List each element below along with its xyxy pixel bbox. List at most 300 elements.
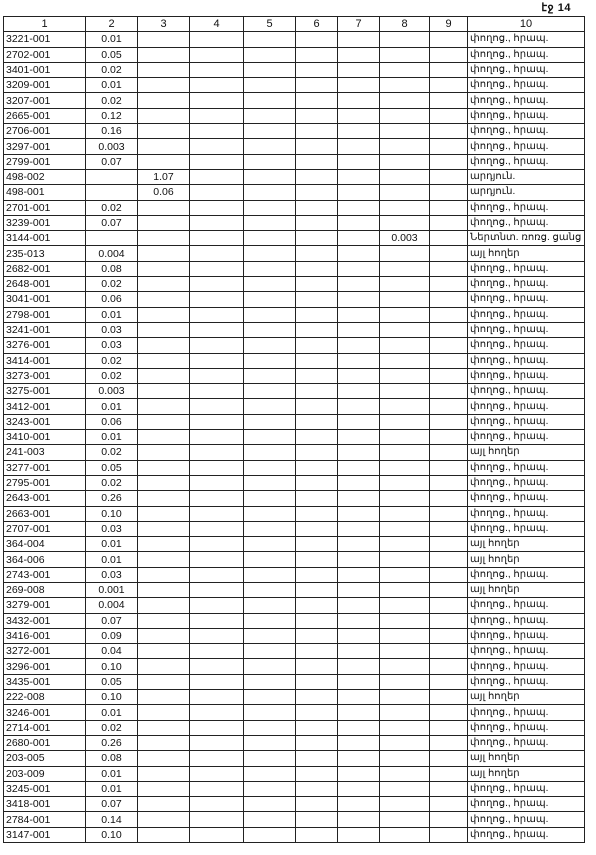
- table-cell-col-9: [430, 93, 468, 108]
- table-cell-col-8: [380, 47, 430, 62]
- column-header-8: 8: [380, 17, 430, 32]
- table-cell-col-8: [380, 735, 430, 750]
- table-cell-col-4: [190, 659, 244, 674]
- table-cell-col-4: [190, 292, 244, 307]
- table-cell-col-6: [296, 690, 338, 705]
- table-cell-col-5: [244, 598, 296, 613]
- table-cell-col-8: [380, 827, 430, 842]
- table-cell-col-9: [430, 506, 468, 521]
- table-row: [4, 460, 585, 475]
- table-cell-col-3: [138, 781, 190, 796]
- table-cell-col-6: [296, 384, 338, 399]
- table-cell-col-4: [190, 78, 244, 93]
- table-cell-col-10: այլ հողեր: [468, 582, 585, 597]
- table-cell-col-6: [296, 552, 338, 567]
- table-cell-col-6: [296, 32, 338, 47]
- table-cell-col-7: [338, 674, 380, 689]
- column-header-2: 2: [86, 17, 138, 32]
- table-cell-col-5: [244, 384, 296, 399]
- table-cell-col-4: [190, 475, 244, 490]
- table-cell-col-8: [380, 598, 430, 613]
- table-cell-col-7: [338, 781, 380, 796]
- table-cell-col-3: [138, 659, 190, 674]
- table-cell-col-5: [244, 613, 296, 628]
- table-cell-col-10: փողոց., հրապ.: [468, 567, 585, 582]
- table-cell-col-4: [190, 552, 244, 567]
- table-cell-col-5: [244, 674, 296, 689]
- table-row: [4, 613, 585, 628]
- table-cell-col-7: [338, 399, 380, 414]
- table-cell-col-2: 0.03: [86, 521, 138, 536]
- column-header-5: 5: [244, 17, 296, 32]
- table-cell-col-8: [380, 766, 430, 781]
- table-row: [4, 169, 585, 184]
- table-cell-col-2: 0.01: [86, 430, 138, 445]
- table-cell-col-3: [138, 62, 190, 77]
- table-cell-col-6: [296, 108, 338, 123]
- table-cell-col-5: [244, 430, 296, 445]
- column-header-7: 7: [338, 17, 380, 32]
- table-row: [4, 751, 585, 766]
- table-cell-col-6: [296, 368, 338, 383]
- table-cell-col-6: [296, 445, 338, 460]
- table-row: [4, 307, 585, 322]
- table-cell-col-1: 2702-001: [4, 47, 86, 62]
- table-cell-col-1: 3416-001: [4, 628, 86, 643]
- table-cell-col-9: [430, 139, 468, 154]
- table-cell-col-6: [296, 93, 338, 108]
- table-cell-col-7: [338, 582, 380, 597]
- table-cell-col-5: [244, 368, 296, 383]
- table-cell-col-9: [430, 552, 468, 567]
- table-cell-col-2: 0.01: [86, 705, 138, 720]
- table-row: [4, 827, 585, 842]
- table-cell-col-10: փողոց., հրապ.: [468, 124, 585, 139]
- table-cell-col-1: 3412-001: [4, 399, 86, 414]
- table-cell-col-6: [296, 797, 338, 812]
- table-row: [4, 766, 585, 781]
- table-cell-col-7: [338, 613, 380, 628]
- table-cell-col-7: [338, 521, 380, 536]
- table-cell-col-7: [338, 766, 380, 781]
- table-cell-col-3: [138, 613, 190, 628]
- table-cell-col-4: [190, 582, 244, 597]
- column-header-1: 1: [4, 17, 86, 32]
- table-row: [4, 47, 585, 62]
- table-cell-col-10: արդյուն.: [468, 185, 585, 200]
- table-cell-col-5: [244, 292, 296, 307]
- table-cell-col-10: այլ հողեր: [468, 766, 585, 781]
- table-cell-col-1: 3414-001: [4, 353, 86, 368]
- table-cell-col-5: [244, 185, 296, 200]
- table-row: [4, 139, 585, 154]
- table-cell-col-1: 3296-001: [4, 659, 86, 674]
- table-cell-col-7: [338, 185, 380, 200]
- table-cell-col-10: արդյուն.: [468, 169, 585, 184]
- table-cell-col-4: [190, 353, 244, 368]
- table-cell-col-9: [430, 231, 468, 246]
- table-cell-col-1: 3279-001: [4, 598, 86, 613]
- table-cell-col-3: [138, 628, 190, 643]
- table-cell-col-6: [296, 430, 338, 445]
- table-cell-col-2: 0.05: [86, 674, 138, 689]
- table-cell-col-1: 3147-001: [4, 827, 86, 842]
- table-cell-col-2: 0.01: [86, 781, 138, 796]
- table-cell-col-1: 2643-001: [4, 491, 86, 506]
- table-cell-col-4: [190, 445, 244, 460]
- table-row: [4, 277, 585, 292]
- table-cell-col-6: [296, 399, 338, 414]
- table-cell-col-1: 222-008: [4, 690, 86, 705]
- table-cell-col-3: [138, 277, 190, 292]
- table-cell-col-3: [138, 338, 190, 353]
- table-cell-col-10: փողոց., հրապ.: [468, 139, 585, 154]
- table-cell-col-1: 3246-001: [4, 705, 86, 720]
- table-cell-col-8: [380, 200, 430, 215]
- table-cell-col-9: [430, 62, 468, 77]
- table-cell-col-8: [380, 185, 430, 200]
- table-cell-col-7: [338, 644, 380, 659]
- table-cell-col-2: 0.02: [86, 200, 138, 215]
- table-cell-col-2: 0.02: [86, 445, 138, 460]
- table-cell-col-6: [296, 292, 338, 307]
- table-cell-col-1: 3221-001: [4, 32, 86, 47]
- table-cell-col-5: [244, 460, 296, 475]
- table-cell-col-10: փողոց., հրապ.: [468, 200, 585, 215]
- table-cell-col-6: [296, 124, 338, 139]
- table-cell-col-7: [338, 78, 380, 93]
- table-cell-col-9: [430, 720, 468, 735]
- table-cell-col-3: [138, 32, 190, 47]
- table-cell-col-6: [296, 644, 338, 659]
- table-cell-col-10: փողոց., հրապ.: [468, 781, 585, 796]
- table-cell-col-5: [244, 246, 296, 261]
- table-cell-col-10: փողոց., հրապ.: [468, 368, 585, 383]
- table-cell-col-5: [244, 567, 296, 582]
- table-cell-col-10: փողոց., հրապ.: [468, 659, 585, 674]
- table-cell-col-6: [296, 246, 338, 261]
- table-cell-col-8: [380, 797, 430, 812]
- table-cell-col-8: [380, 78, 430, 93]
- table-cell-col-10: փողոց., հրապ.: [468, 307, 585, 322]
- table-cell-col-6: [296, 751, 338, 766]
- table-cell-col-8: [380, 261, 430, 276]
- table-cell-col-6: [296, 659, 338, 674]
- table-cell-col-2: 0.01: [86, 537, 138, 552]
- table-cell-col-9: [430, 169, 468, 184]
- table-cell-col-5: [244, 154, 296, 169]
- table-cell-col-9: [430, 751, 468, 766]
- table-cell-col-4: [190, 598, 244, 613]
- column-header-10: 10: [468, 17, 585, 32]
- table-cell-col-4: [190, 537, 244, 552]
- table-cell-col-9: [430, 292, 468, 307]
- table-cell-col-5: [244, 628, 296, 643]
- table-row: [4, 185, 585, 200]
- page-number-label: էջ 14: [541, 2, 571, 14]
- table-cell-col-2: 0.02: [86, 277, 138, 292]
- table-row: [4, 108, 585, 123]
- land-parcel-table: [3, 16, 585, 843]
- table-cell-col-3: [138, 353, 190, 368]
- table-cell-col-1: 235-013: [4, 246, 86, 261]
- table-cell-col-9: [430, 124, 468, 139]
- table-cell-col-6: [296, 215, 338, 230]
- table-row: [4, 124, 585, 139]
- table-cell-col-1: 2665-001: [4, 108, 86, 123]
- table-cell-col-5: [244, 552, 296, 567]
- table-cell-col-9: [430, 735, 468, 750]
- table-cell-col-4: [190, 62, 244, 77]
- table-cell-col-8: [380, 705, 430, 720]
- table-cell-col-5: [244, 139, 296, 154]
- table-cell-col-8: [380, 644, 430, 659]
- table-cell-col-10: փողոց., հրապ.: [468, 491, 585, 506]
- table-cell-col-3: [138, 93, 190, 108]
- table-cell-col-3: [138, 735, 190, 750]
- table-cell-col-9: [430, 674, 468, 689]
- table-cell-col-10: փողոց., հրապ.: [468, 384, 585, 399]
- table-cell-col-2: 0.10: [86, 506, 138, 521]
- table-cell-col-4: [190, 521, 244, 536]
- table-row: [4, 368, 585, 383]
- table-cell-col-1: 2795-001: [4, 475, 86, 490]
- table-cell-col-2: 0.05: [86, 47, 138, 62]
- table-cell-col-4: [190, 751, 244, 766]
- table-row: [4, 384, 585, 399]
- table-cell-col-4: [190, 674, 244, 689]
- table-row: [4, 797, 585, 812]
- table-row: [4, 215, 585, 230]
- table-cell-col-2: 0.07: [86, 613, 138, 628]
- table-cell-col-2: 0.06: [86, 414, 138, 429]
- table-cell-col-6: [296, 78, 338, 93]
- table-cell-col-9: [430, 705, 468, 720]
- table-cell-col-5: [244, 659, 296, 674]
- table-cell-col-1: 2707-001: [4, 521, 86, 536]
- table-cell-col-1: 3239-001: [4, 215, 86, 230]
- table-cell-col-3: 1.07: [138, 169, 190, 184]
- table-cell-col-9: [430, 384, 468, 399]
- table-cell-col-6: [296, 613, 338, 628]
- table-cell-col-3: [138, 124, 190, 139]
- table-cell-col-1: 203-005: [4, 751, 86, 766]
- table-row: [4, 628, 585, 643]
- table-cell-col-7: [338, 705, 380, 720]
- table-cell-col-5: [244, 827, 296, 842]
- table-cell-col-2: [86, 231, 138, 246]
- table-cell-col-1: 3410-001: [4, 430, 86, 445]
- table-cell-col-10: Ներտնտ. ռոռց. ցանց: [468, 231, 585, 246]
- table-row: [4, 598, 585, 613]
- table-cell-col-7: [338, 475, 380, 490]
- table-cell-col-6: [296, 62, 338, 77]
- table-cell-col-4: [190, 827, 244, 842]
- table-cell-col-8: [380, 674, 430, 689]
- table-cell-col-1: 2798-001: [4, 307, 86, 322]
- table-cell-col-10: փողոց., հրապ.: [468, 797, 585, 812]
- table-cell-col-7: [338, 720, 380, 735]
- table-cell-col-10: այլ հողեր: [468, 445, 585, 460]
- table-cell-col-9: [430, 628, 468, 643]
- table-cell-col-1: 3277-001: [4, 460, 86, 475]
- table-cell-col-10: փողոց., հրապ.: [468, 827, 585, 842]
- table-cell-col-10: փողոց., հրապ.: [468, 521, 585, 536]
- table-cell-col-4: [190, 93, 244, 108]
- table-cell-col-2: 0.003: [86, 384, 138, 399]
- table-cell-col-7: [338, 506, 380, 521]
- table-cell-col-8: [380, 537, 430, 552]
- table-cell-col-4: [190, 200, 244, 215]
- table-cell-col-7: [338, 491, 380, 506]
- table-row: [4, 674, 585, 689]
- table-cell-col-4: [190, 644, 244, 659]
- table-cell-col-8: [380, 521, 430, 536]
- table-row: [4, 659, 585, 674]
- table-cell-col-6: [296, 766, 338, 781]
- table-cell-col-2: 0.02: [86, 720, 138, 735]
- table-cell-col-7: [338, 353, 380, 368]
- table-cell-col-3: [138, 567, 190, 582]
- table-cell-col-5: [244, 491, 296, 506]
- table-cell-col-9: [430, 246, 468, 261]
- table-cell-col-4: [190, 797, 244, 812]
- table-cell-col-2: 0.05: [86, 460, 138, 475]
- table-cell-col-7: [338, 139, 380, 154]
- table-cell-col-2: 0.12: [86, 108, 138, 123]
- table-cell-col-3: [138, 231, 190, 246]
- table-cell-col-7: [338, 384, 380, 399]
- table-cell-col-7: [338, 215, 380, 230]
- table-cell-col-7: [338, 414, 380, 429]
- table-cell-col-5: [244, 353, 296, 368]
- table-cell-col-3: [138, 797, 190, 812]
- table-cell-col-8: [380, 62, 430, 77]
- table-cell-col-8: [380, 399, 430, 414]
- table-cell-col-2: 0.02: [86, 62, 138, 77]
- table-cell-col-1: 2663-001: [4, 506, 86, 521]
- table-row: [4, 93, 585, 108]
- table-cell-col-7: [338, 261, 380, 276]
- table-cell-col-10: փողոց., հրապ.: [468, 154, 585, 169]
- table-cell-col-7: [338, 108, 380, 123]
- table-cell-col-5: [244, 322, 296, 337]
- table-cell-col-7: [338, 277, 380, 292]
- table-cell-col-9: [430, 460, 468, 475]
- table-cell-col-2: 0.003: [86, 139, 138, 154]
- column-header-9: 9: [430, 17, 468, 32]
- table-cell-col-6: [296, 231, 338, 246]
- table-cell-col-8: [380, 384, 430, 399]
- table-cell-col-8: [380, 108, 430, 123]
- table-cell-col-8: [380, 307, 430, 322]
- table-cell-col-2: 0.01: [86, 32, 138, 47]
- table-row: [4, 475, 585, 490]
- table-cell-col-10: փողոց., հրապ.: [468, 32, 585, 47]
- table-cell-col-4: [190, 414, 244, 429]
- table-cell-col-6: [296, 598, 338, 613]
- table-cell-col-9: [430, 598, 468, 613]
- table-cell-col-3: [138, 552, 190, 567]
- table-cell-col-4: [190, 628, 244, 643]
- table-cell-col-9: [430, 781, 468, 796]
- table-cell-col-8: [380, 154, 430, 169]
- table-cell-col-10: փողոց., հրապ.: [468, 78, 585, 93]
- table-body: [4, 32, 585, 843]
- table-cell-col-10: փողոց., հրապ.: [468, 735, 585, 750]
- table-cell-col-5: [244, 47, 296, 62]
- table-row: [4, 537, 585, 552]
- table-cell-col-9: [430, 644, 468, 659]
- table-cell-col-1: 2682-001: [4, 261, 86, 276]
- table-row: [4, 690, 585, 705]
- table-cell-col-4: [190, 690, 244, 705]
- table-cell-col-3: 0.06: [138, 185, 190, 200]
- table-cell-col-3: [138, 460, 190, 475]
- table-cell-col-5: [244, 521, 296, 536]
- table-cell-col-8: [380, 552, 430, 567]
- table-cell-col-4: [190, 277, 244, 292]
- table-cell-col-9: [430, 215, 468, 230]
- table-cell-col-4: [190, 338, 244, 353]
- table-cell-col-1: 364-006: [4, 552, 86, 567]
- table-cell-col-2: 0.02: [86, 353, 138, 368]
- table-cell-col-3: [138, 827, 190, 842]
- table-cell-col-9: [430, 812, 468, 827]
- table-cell-col-4: [190, 399, 244, 414]
- table-cell-col-3: [138, 399, 190, 414]
- column-header-4: 4: [190, 17, 244, 32]
- table-cell-col-9: [430, 78, 468, 93]
- table-cell-col-6: [296, 827, 338, 842]
- table-cell-col-1: 2648-001: [4, 277, 86, 292]
- table-cell-col-3: [138, 644, 190, 659]
- table-cell-col-7: [338, 827, 380, 842]
- table-cell-col-6: [296, 674, 338, 689]
- table-cell-col-9: [430, 47, 468, 62]
- table-cell-col-2: 0.07: [86, 797, 138, 812]
- table-cell-col-3: [138, 506, 190, 521]
- table-cell-col-8: [380, 720, 430, 735]
- table-cell-col-4: [190, 368, 244, 383]
- table-cell-col-7: [338, 307, 380, 322]
- table-cell-col-1: 3435-001: [4, 674, 86, 689]
- table-cell-col-6: [296, 628, 338, 643]
- table-cell-col-5: [244, 307, 296, 322]
- table-cell-col-8: [380, 32, 430, 47]
- table-cell-col-5: [244, 261, 296, 276]
- table-cell-col-3: [138, 690, 190, 705]
- table-cell-col-2: 0.07: [86, 215, 138, 230]
- table-cell-col-2: 0.08: [86, 751, 138, 766]
- table-cell-col-2: 0.03: [86, 338, 138, 353]
- table-cell-col-3: [138, 384, 190, 399]
- table-cell-col-3: [138, 430, 190, 445]
- table-cell-col-10: փողոց., հրապ.: [468, 705, 585, 720]
- table-cell-col-5: [244, 644, 296, 659]
- table-cell-col-8: [380, 812, 430, 827]
- table-cell-col-2: 0.04: [86, 644, 138, 659]
- table-cell-col-2: 0.004: [86, 246, 138, 261]
- table-cell-col-9: [430, 261, 468, 276]
- table-cell-col-9: [430, 108, 468, 123]
- table-cell-col-8: [380, 781, 430, 796]
- table-cell-col-10: փողոց., հրապ.: [468, 399, 585, 414]
- table-cell-col-10: փողոց., հրապ.: [468, 475, 585, 490]
- table-cell-col-6: [296, 353, 338, 368]
- table-row: [4, 781, 585, 796]
- table-cell-col-9: [430, 154, 468, 169]
